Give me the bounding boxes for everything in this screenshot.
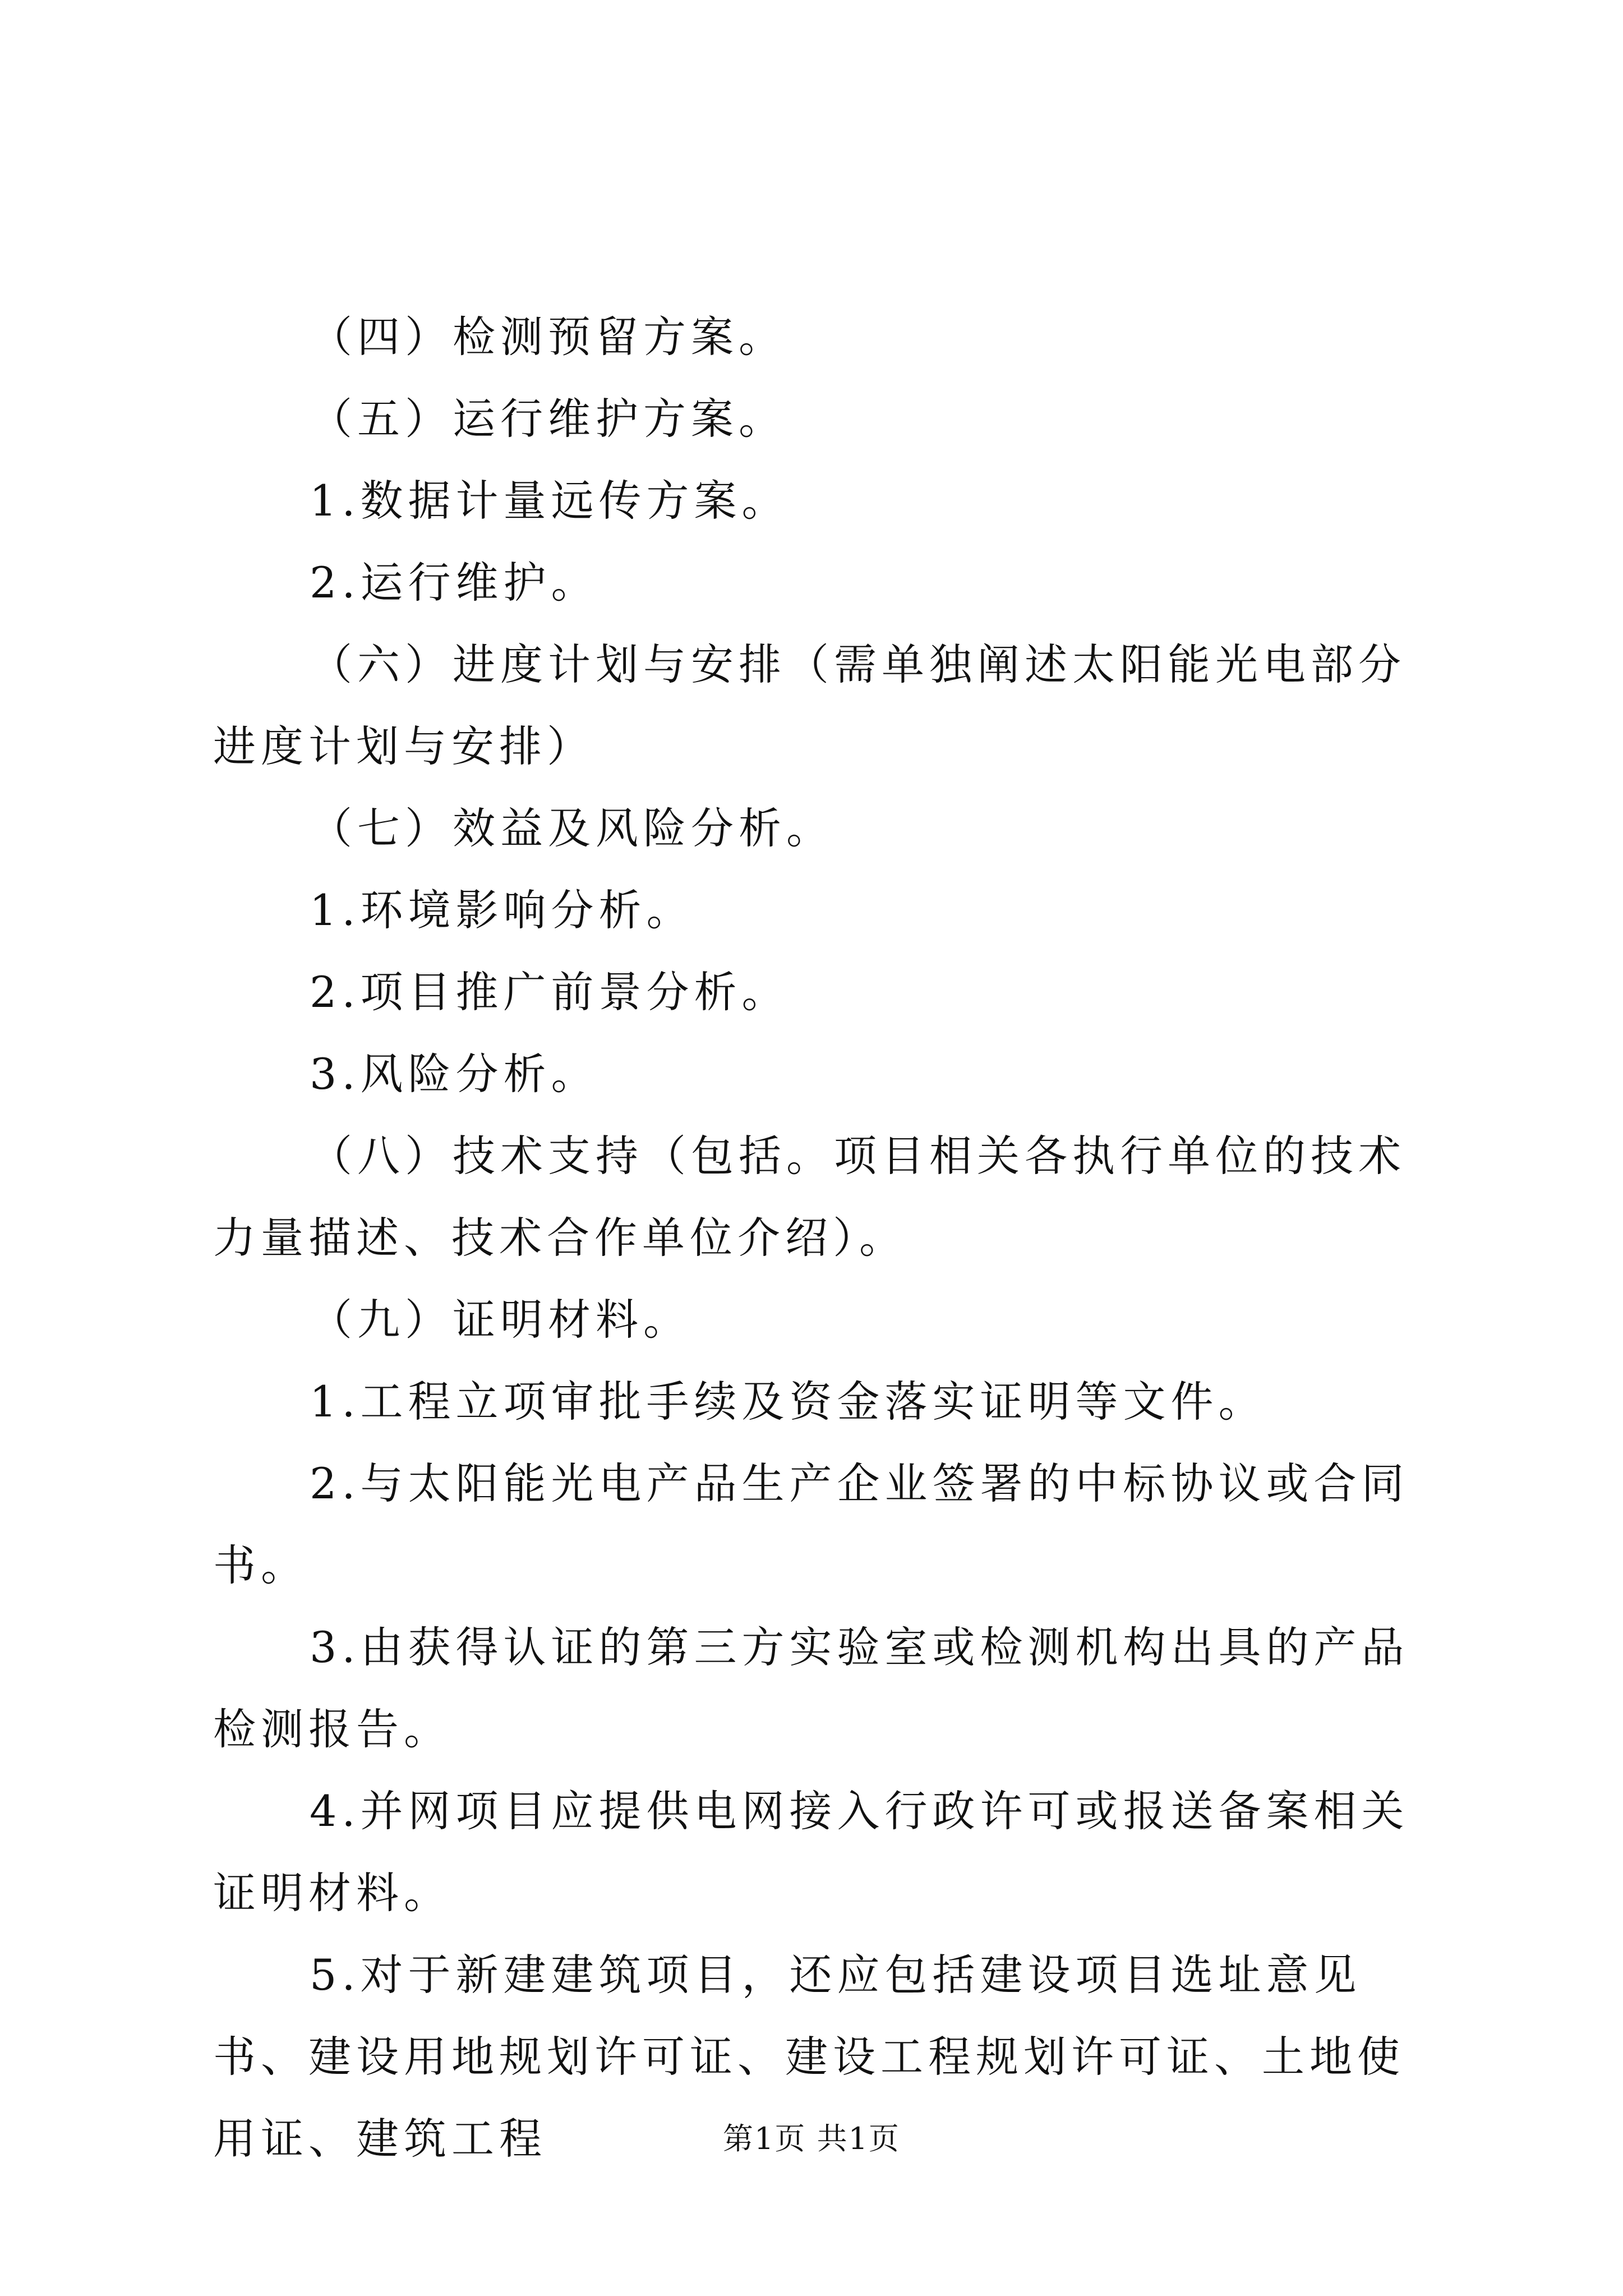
- paragraph: （五）运行维护方案。: [310, 394, 786, 444]
- paragraph: 2.与太阳能光电产品生产企业签署的中标协议或合同书。: [213, 1458, 1409, 1590]
- paragraph: 1.数据计量远传方案。: [310, 476, 790, 526]
- paragraph: 2.运行维护。: [310, 558, 599, 608]
- paragraph: （四）检测预留方案。: [310, 312, 786, 362]
- paragraph: 2.项目推广前景分析。: [310, 967, 790, 1017]
- paragraph: 1.工程立项审批手续及资金落实证明等文件。: [310, 1377, 1266, 1427]
- paragraph: 1.环境影响分析。: [310, 885, 694, 935]
- paragraph: （六）进度计划与安排（需单独阐述太阳能光电部分进度计划与安排）: [213, 639, 1406, 771]
- paragraph: （九）证明材料。: [310, 1295, 691, 1345]
- document-body: [213, 296, 1419, 2180]
- paragraph: 5.对于新建建筑项目，还应包括建设项目选址意见书、建设用地规划许可证、建设工程规划许可证、土地使用证、建筑工程: [213, 1950, 1405, 2164]
- paragraph: （七）效益及风险分析。: [310, 803, 834, 853]
- paragraph: 3.风险分析。: [310, 1049, 599, 1099]
- paragraph: 4.并网项目应提供电网接入行政许可或报送备案相关证明材料。: [213, 1786, 1409, 1918]
- page-number-footer: 第1页 共1页: [723, 2121, 900, 2156]
- paragraph: 3.由获得认证的第三方实验室或检测机构出具的产品检测报告。: [213, 1622, 1409, 1754]
- paragraph: （八）技术支持（包括。项目相关各执行单位的技术力量描述、技术合作单位介绍）。: [213, 1131, 1406, 1263]
